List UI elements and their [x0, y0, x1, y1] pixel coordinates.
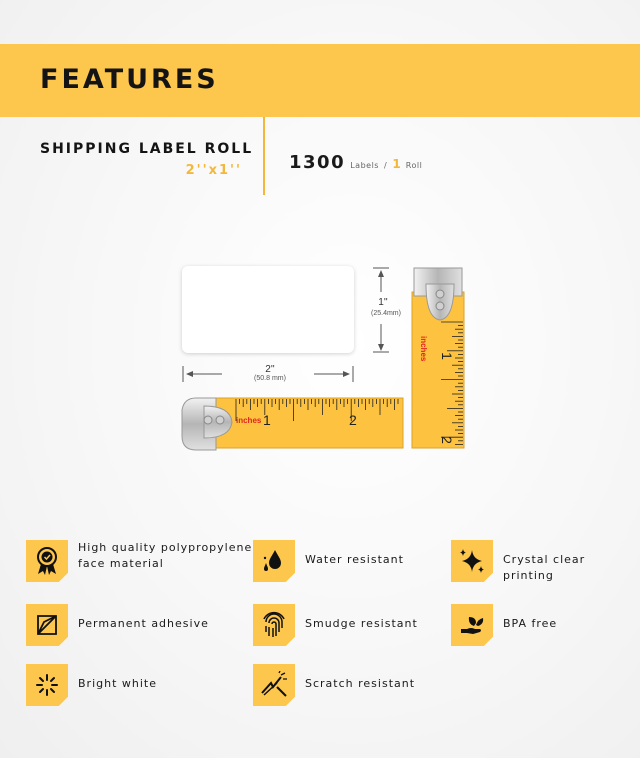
- feature-label: Water resistant: [305, 553, 404, 566]
- feature-label: High quality polypropylene: [78, 541, 253, 554]
- feature-bpa-free: [451, 604, 557, 646]
- feature-label-line2: face material: [78, 557, 164, 570]
- product-size: 2''x1'': [185, 163, 242, 178]
- width-mm-label: (50.8 mm): [254, 375, 286, 382]
- feature-crystal-clear: [451, 540, 640, 584]
- water-drops-icon: [260, 547, 288, 575]
- scratch-icon: [259, 671, 289, 699]
- feature-water-resistant: [253, 540, 404, 582]
- height-mm-label: (25.4mm): [371, 310, 401, 317]
- bright-burst-icon: [34, 672, 60, 698]
- feature-smudge-resistant: [253, 604, 418, 646]
- feature-permanent-adhesive: [26, 604, 209, 646]
- v-ruler-tick-1: 1: [438, 352, 455, 360]
- feature-bright-white: [26, 664, 157, 706]
- sparkle-icon: [457, 546, 487, 576]
- feature-label: Bright white: [78, 677, 157, 690]
- v-ruler-unit: inches: [419, 336, 428, 362]
- h-ruler-unit: inches: [236, 416, 262, 425]
- peel-label-icon: [34, 612, 60, 638]
- feature-label: Scratch resistant: [305, 677, 416, 690]
- feature-label: Smudge resistant: [305, 617, 418, 630]
- roll-count: 1: [392, 157, 401, 171]
- v-ruler-tick-2: 2: [438, 436, 455, 444]
- horizontal-ruler: [180, 396, 404, 452]
- award-ribbon-icon: [34, 546, 60, 576]
- count-unit: Labels: [350, 161, 379, 170]
- feature-polypropylene: [26, 540, 252, 582]
- feature-scratch-resistant: [253, 664, 415, 706]
- height-label: 1'': [378, 297, 388, 308]
- feature-label: BPA free: [503, 617, 558, 630]
- page-title: FEATURES: [40, 64, 219, 95]
- count-value: 1300: [289, 152, 346, 173]
- hand-leaf-icon: [458, 611, 486, 639]
- product-title: SHIPPING LABEL ROLL: [40, 141, 254, 157]
- width-label: 2'': [265, 364, 275, 375]
- feature-label: Crystal clear printing: [503, 553, 586, 582]
- h-ruler-tick-2: 2: [349, 412, 357, 428]
- h-ruler-tick-1: 1: [263, 412, 271, 428]
- roll-unit: Roll: [405, 161, 423, 170]
- fingerprint-icon: [260, 610, 288, 640]
- feature-label: Permanent adhesive: [78, 617, 209, 630]
- count-separator: /: [384, 161, 388, 170]
